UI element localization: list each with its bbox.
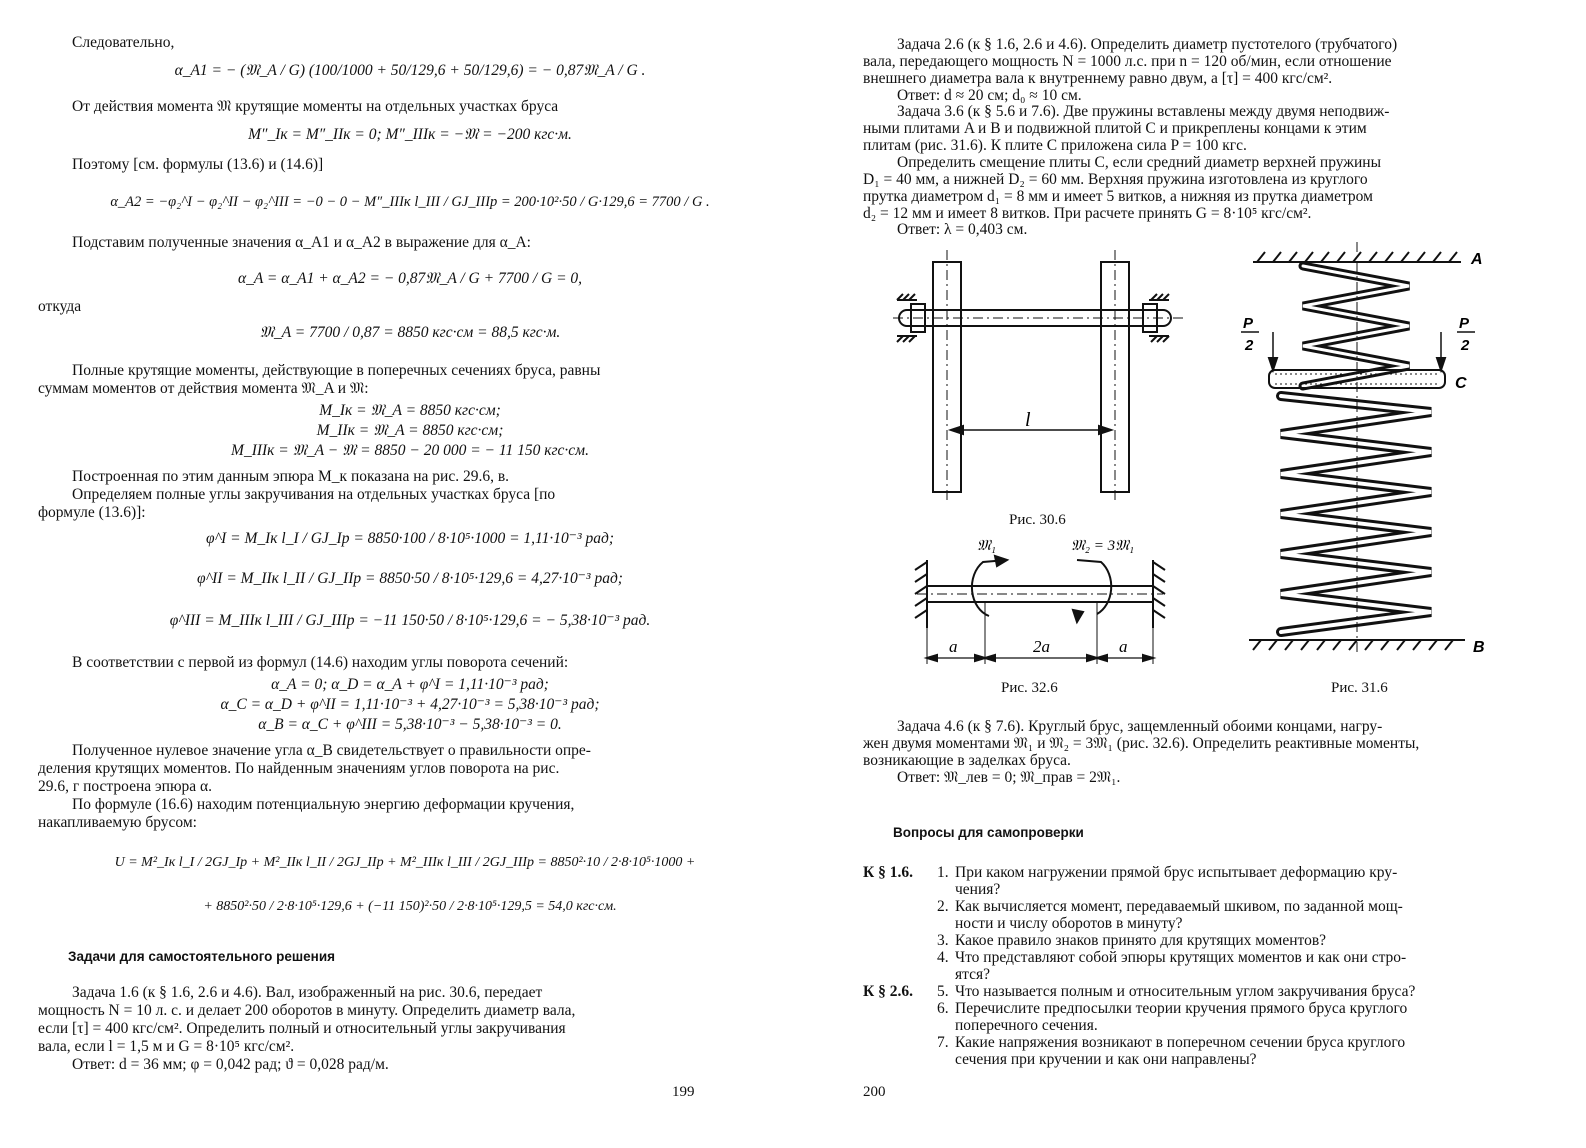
text-line: прутка диаметром d₁ = 8 мм и имеет 5 витков, а нижняя из прутка диаметром: [863, 188, 1373, 205]
question-number: 2.: [937, 898, 949, 915]
figure-caption: Рис. 30.6: [1009, 512, 1066, 528]
formula: φ^III = M_IIIк l_III / GJ_IIIp = −11 150·50 / 8·10⁵·129,6 = − 5,38·10⁻³ рад.: [169, 612, 651, 629]
text-line: Задача 4.6 (к § 7.6). Круглый брус, защемленный обоими концами, нагру-: [897, 718, 1383, 735]
formula: α_B = α_C + φ^III = 5,38·10⁻³ − 5,38·10⁻³ = 0.: [258, 716, 562, 733]
question-text: При каком нагружении прямой брус испытывает деформацию кру-: [955, 864, 1398, 881]
text-line: Следовательно,: [72, 34, 175, 51]
text-line: В соответствии с первой из формул (14.6) находим углы поворота сечений:: [72, 654, 569, 671]
text-line: Ответ: d ≈ 20 см; d₀ ≈ 10 см.: [897, 87, 1082, 104]
text-line: внешнего диаметра вала к внутреннему равно двум, а [τ] = 400 кгс/см².: [863, 70, 1333, 87]
text-line: Построенная по этим данным эпюра M_к показана на рис. 29.6, в.: [72, 468, 510, 485]
question-text: Перечислите предпосылки теории кручения прямого бруса круглого: [955, 1000, 1408, 1017]
text-line: От действия момента 𝔐 крутящие моменты на отдельных участках бруса: [72, 98, 559, 115]
question-text: чения?: [955, 881, 1001, 898]
label-P: P: [1459, 315, 1470, 332]
page-number: 199: [672, 1084, 695, 1100]
text-line: откуда: [38, 298, 82, 315]
text-line: жен двумя моментами 𝔐₁ и 𝔐₂ = 3𝔐₁ (рис. 32.6). Определить реактивные моменты,: [863, 735, 1420, 752]
text-line: Ответ: 𝔐_лев = 0; 𝔐_прав = 2𝔐₁.: [897, 769, 1121, 786]
text-line: Ответ: λ = 0,403 см.: [897, 221, 1028, 238]
figure-32-6: [911, 532, 1181, 668]
section-heading: Задачи для самостоятельного решения: [68, 949, 335, 964]
label-P: P: [1243, 315, 1254, 332]
text-line: формуле (13.6)]:: [38, 504, 146, 521]
figure-caption: Рис. 32.6: [1001, 680, 1058, 696]
question-text: Какое правило знаков принято для крутящих моментов?: [955, 932, 1327, 949]
formula: α_A = α_A1 + α_A2 = − 0,87𝔐_A / G + 7700 / G = 0,: [237, 270, 583, 287]
text-line: суммам моментов от действия момента 𝔐_A и 𝔐:: [38, 380, 369, 397]
text-line: Полученное нулевое значение угла α_B свидетельствует о правильности опре-: [72, 742, 591, 759]
question-section: К § 1.6.: [863, 864, 913, 881]
text-line: Задача 3.6 (к § 5.6 и 7.6). Две пружины вставлены между двумя неподвиж-: [897, 103, 1390, 120]
page-number: 200: [863, 1084, 886, 1100]
text-line: D₁ = 40 мм, а нижней D₂ = 60 мм. Верхняя пружина изготовлена из круглого: [863, 171, 1368, 188]
question-text: ности и числу оборотов в минуту?: [955, 915, 1183, 932]
text-line: ными плитами A и B и подвижной плитой C и прикреплены концами к этим: [863, 120, 1367, 137]
question-text: Что называется полным и относительным углом закручивания бруса?: [955, 983, 1416, 1000]
text-line: 29.6, г построена эпюра α.: [38, 778, 213, 795]
text-line: накапливаемую брусом:: [38, 814, 197, 831]
formula: M_IIIк = 𝔐_A − 𝔐 = 8850 − 20 000 = − 11 150 кгс·см.: [231, 442, 589, 459]
label-l: l: [1025, 409, 1031, 431]
question-number: 7.: [937, 1034, 949, 1051]
question-number: 3.: [937, 932, 949, 949]
label-2a: 2a: [1033, 637, 1050, 656]
figure-30-6: [893, 248, 1193, 508]
question-text: поперечного сечения.: [955, 1017, 1098, 1034]
figure-caption: Рис. 31.6: [1331, 680, 1388, 696]
question-text: Какие напряжения возникают в поперечном сечении бруса круглого: [955, 1034, 1406, 1051]
label-A: A: [1471, 251, 1483, 268]
question-number: 6.: [937, 1000, 949, 1017]
text-line: деления крутящих моментов. По найденным значениям углов поворота на рис.: [38, 760, 560, 777]
formula: M_IIк = 𝔐_A = 8850 кгс·см;: [316, 422, 504, 439]
question-number: 4.: [937, 949, 949, 966]
text-line: d₂ = 12 мм и имеет 8 витков. При расчете принять G = 8·10⁵ кгс/см².: [863, 205, 1312, 222]
text-line: возникающие в заделках бруса.: [863, 752, 1071, 769]
text-line: Определить смещение плиты C, если средний диаметр верхней пружины: [897, 154, 1382, 171]
text-line: вала, если l = 1,5 м и G = 8·10⁵ кгс/см².: [38, 1038, 295, 1055]
formula: + 8850²·50 / 2·8·10⁵·129,6 + (−11 150)²·50 / 2·8·10⁵·129,5 = 54,0 кгс·см.: [203, 899, 617, 914]
question-number: 1.: [937, 864, 949, 881]
question-text: Что представляют собой эпюры крутящих моментов и как они стро-: [955, 949, 1407, 966]
question-text: сечения при кручении и как они направлены?: [955, 1051, 1257, 1068]
text-line: Ответ: d = 36 мм; φ = 0,042 рад; ϑ = 0,028 рад/м.: [72, 1056, 389, 1073]
formula: α_C = α_D + φ^II = 1,11·10⁻³ + 4,27·10⁻³ = 5,38·10⁻³ рад;: [220, 696, 600, 713]
right-page: [793, 0, 1586, 1148]
formula: 𝔐_A = 7700 / 0,87 = 8850 кгс·см = 88,5 кгс·м.: [259, 324, 561, 341]
text-line: если [τ] = 400 кгс/см². Определить полный и относительный углы закручивания: [38, 1020, 566, 1037]
question-section: К § 2.6.: [863, 983, 913, 1000]
question-number: 5.: [937, 983, 949, 1000]
label-m2: 𝔐₂ = 3𝔐₁: [1071, 538, 1135, 554]
text-line: Подставим полученные значения α_A1 и α_A2 в выражение для α_A:: [72, 234, 531, 251]
text-line: Поэтому [см. формулы (13.6) и (14.6)]: [72, 156, 324, 173]
question-text: Как вычисляется момент, передаваемый шкивом, по заданной мощ-: [955, 898, 1403, 915]
label-2: 2: [1461, 337, 1470, 354]
section-heading: Вопросы для самопроверки: [893, 825, 1084, 840]
label-B: B: [1473, 639, 1485, 656]
text-line: мощность N = 10 л. с. и делает 200 оборотов в минуту. Определить диаметр вала,: [38, 1002, 576, 1019]
text-line: Задача 2.6 (к § 1.6, 2.6 и 4.6). Определить диаметр пустотелого (трубчатого): [897, 36, 1398, 53]
question-text: ятся?: [955, 966, 990, 983]
formula: α_A2 = −φ₂^I − φ₂^II − φ₂^III = −0 − 0 − M″_IIIк l_III / GJ_IIIp = 200·10²·50 / G·129,6 = 7700 / G .: [110, 194, 710, 210]
text-line: Определяем полные углы закручивания на отдельных участках бруса [по: [72, 486, 556, 503]
formula: α_A = 0; α_D = α_A + φ^I = 1,11·10⁻³ рад;: [271, 676, 549, 693]
formula: U = M²_Iк l_I / 2GJ_Ip + M²_IIк l_II / 2GJ_IIp + M²_IIIк l_III / 2GJ_IIIp = 8850²·10 / 2·8·10⁵·1000 +: [114, 855, 696, 870]
label-2: 2: [1245, 337, 1254, 354]
text-line: Задача 1.6 (к § 1.6, 2.6 и 4.6). Вал, изображенный на рис. 30.6, передает: [72, 984, 543, 1001]
formula: M_Iк = 𝔐_A = 8850 кгс·см;: [319, 402, 501, 419]
text-line: плитам (рис. 31.6). К плите C приложена сила P = 100 кгс.: [863, 137, 1247, 154]
formula: M″_Iк = M″_IIк = 0; M″_IIIк = −𝔐 = −200 кгс·м.: [248, 126, 572, 143]
label-m1: 𝔐₁: [977, 538, 997, 554]
text-line: Полные крутящие моменты, действующие в поперечных сечениях бруса, равны: [72, 362, 601, 379]
label-C: C: [1455, 375, 1467, 392]
figure-31-6: [1233, 240, 1533, 660]
label-a: a: [1119, 637, 1128, 656]
formula: α_A1 = − (𝔐_A / G) (100/1000 + 50/129,6 + 50/129,6) = − 0,87𝔐_A / G .: [174, 62, 646, 79]
label-a: a: [949, 637, 958, 656]
text-line: По формуле (16.6) находим потенциальную энергию деформации кручения,: [72, 796, 575, 813]
formula: φ^II = M_IIк l_II / GJ_IIp = 8850·50 / 8·10⁵·129,6 = 4,27·10⁻³ рад;: [197, 570, 623, 587]
formula: φ^I = M_Iк l_I / GJ_Ip = 8850·100 / 8·10⁵·1000 = 1,11·10⁻³ рад;: [206, 530, 614, 547]
text-line: вала, передающего мощность N = 1000 л.с. при n = 120 об/мин, если отношение: [863, 53, 1392, 70]
